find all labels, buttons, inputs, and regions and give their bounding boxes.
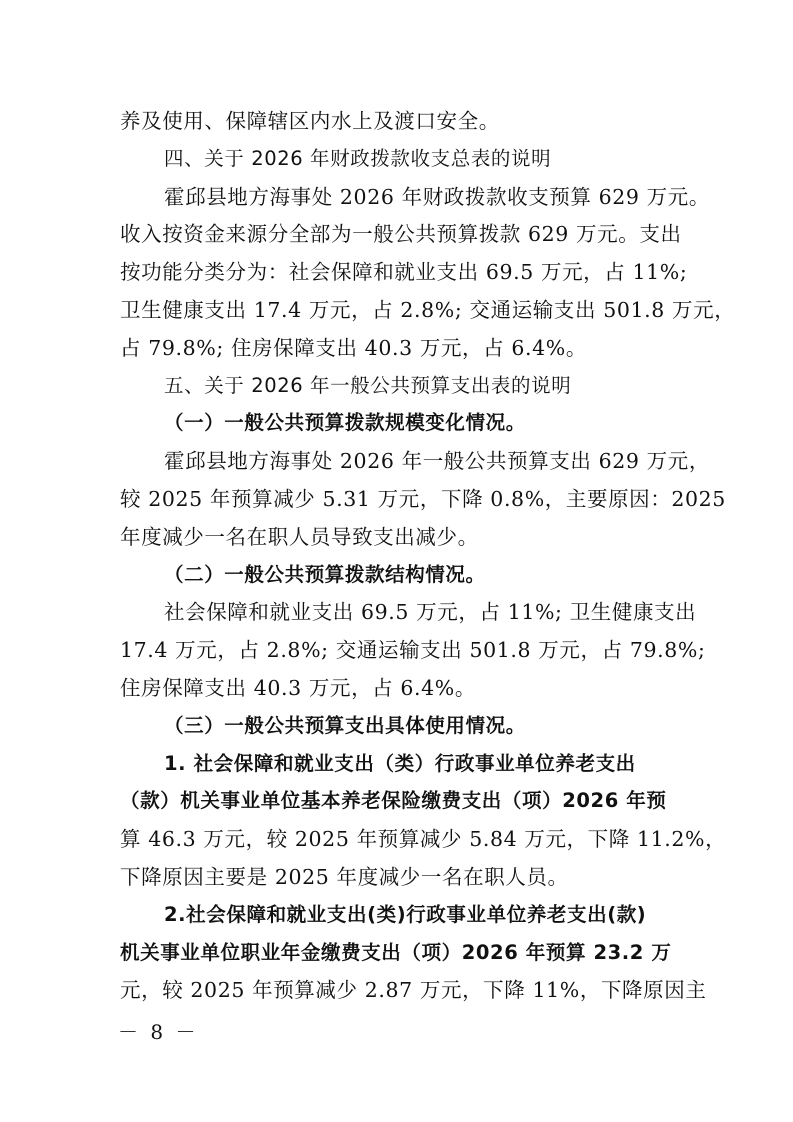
text-line-7: 占 79.8%; 住房保障支出 40.3 万元，占 6.4%。 (120, 335, 587, 360)
subheading-2: （二）一般公共预算拨款结构情况。 (164, 562, 486, 586)
item-1-title-cont: （款）机关事业单位基本养老保险缴费支出（项）2026 年预 (120, 789, 667, 813)
text-line-4: 收入按资金来源分全部为一般公共预算拨款 629 万元。支出 (120, 222, 682, 247)
text-line-3: 霍邱县地方海事处 2026 年财政拨款收支预算 629 万元。 (164, 184, 710, 209)
text-line-14: 社会保障和就业支出 69.5 万元，占 11%; 卫生健康支出 (164, 600, 697, 625)
subheading-3: （三）一般公共预算支出具体使用情况。 (164, 713, 526, 737)
text-line-15: 17.4 万元，占 2.8%; 交通运输支出 501.8 万元，占 79.8%; (120, 638, 706, 663)
item-1-title: 1. 社会保障和就业支出（类）行政事业单位养老支出 (164, 751, 636, 775)
text-line-12: 年度减少一名在职人员导致支出减少。 (120, 524, 479, 549)
page-number: － 8 － (118, 1020, 199, 1044)
text-line-16: 住房保障支出 40.3 万元，占 6.4%。 (120, 676, 476, 700)
item-2-title-cont: 机关事业单位职业年金缴费支出（项）2026 年预算 23.2 万 (120, 940, 672, 964)
text-line-20: 算 46.3 万元，较 2025 年预算减少 5.84 万元，下降 11.2%， (120, 827, 727, 852)
subheading-1: （一）一般公共预算拨款规模变化情况。 (164, 411, 526, 435)
text-line-6: 卫生健康支出 17.4 万元，占 2.8%; 交通运输支出 501.8 万元， (120, 298, 736, 322)
text-line-10: 霍邱县地方海事处 2026 年一般公共预算支出 629 万元， (164, 449, 710, 474)
text-line-1: 养及使用、保障辖区内水上及渡口安全。 (120, 109, 500, 133)
text-line-21: 下降原因主要是 2025 年度减少一名在职人员。 (120, 865, 569, 889)
section-heading-5: 五、关于 2026 年一般公共预算支出表的说明 (164, 373, 572, 397)
section-heading-4: 四、关于 2026 年财政拨款收支总表的说明 (164, 146, 552, 170)
item-2-title: 2.社会保障和就业支出(类)行政事业单位养老支出(款) (164, 902, 647, 926)
text-line-11: 较 2025 年预算减少 5.31 万元，下降 0.8%，主要原因：2025 (120, 487, 726, 511)
text-line-24: 元，较 2025 年预算减少 2.87 万元，下降 11%，下降原因主 (120, 978, 707, 1003)
text-line-5: 按功能分类分为：社会保障和就业支出 69.5 万元，占 11%; (120, 260, 688, 285)
